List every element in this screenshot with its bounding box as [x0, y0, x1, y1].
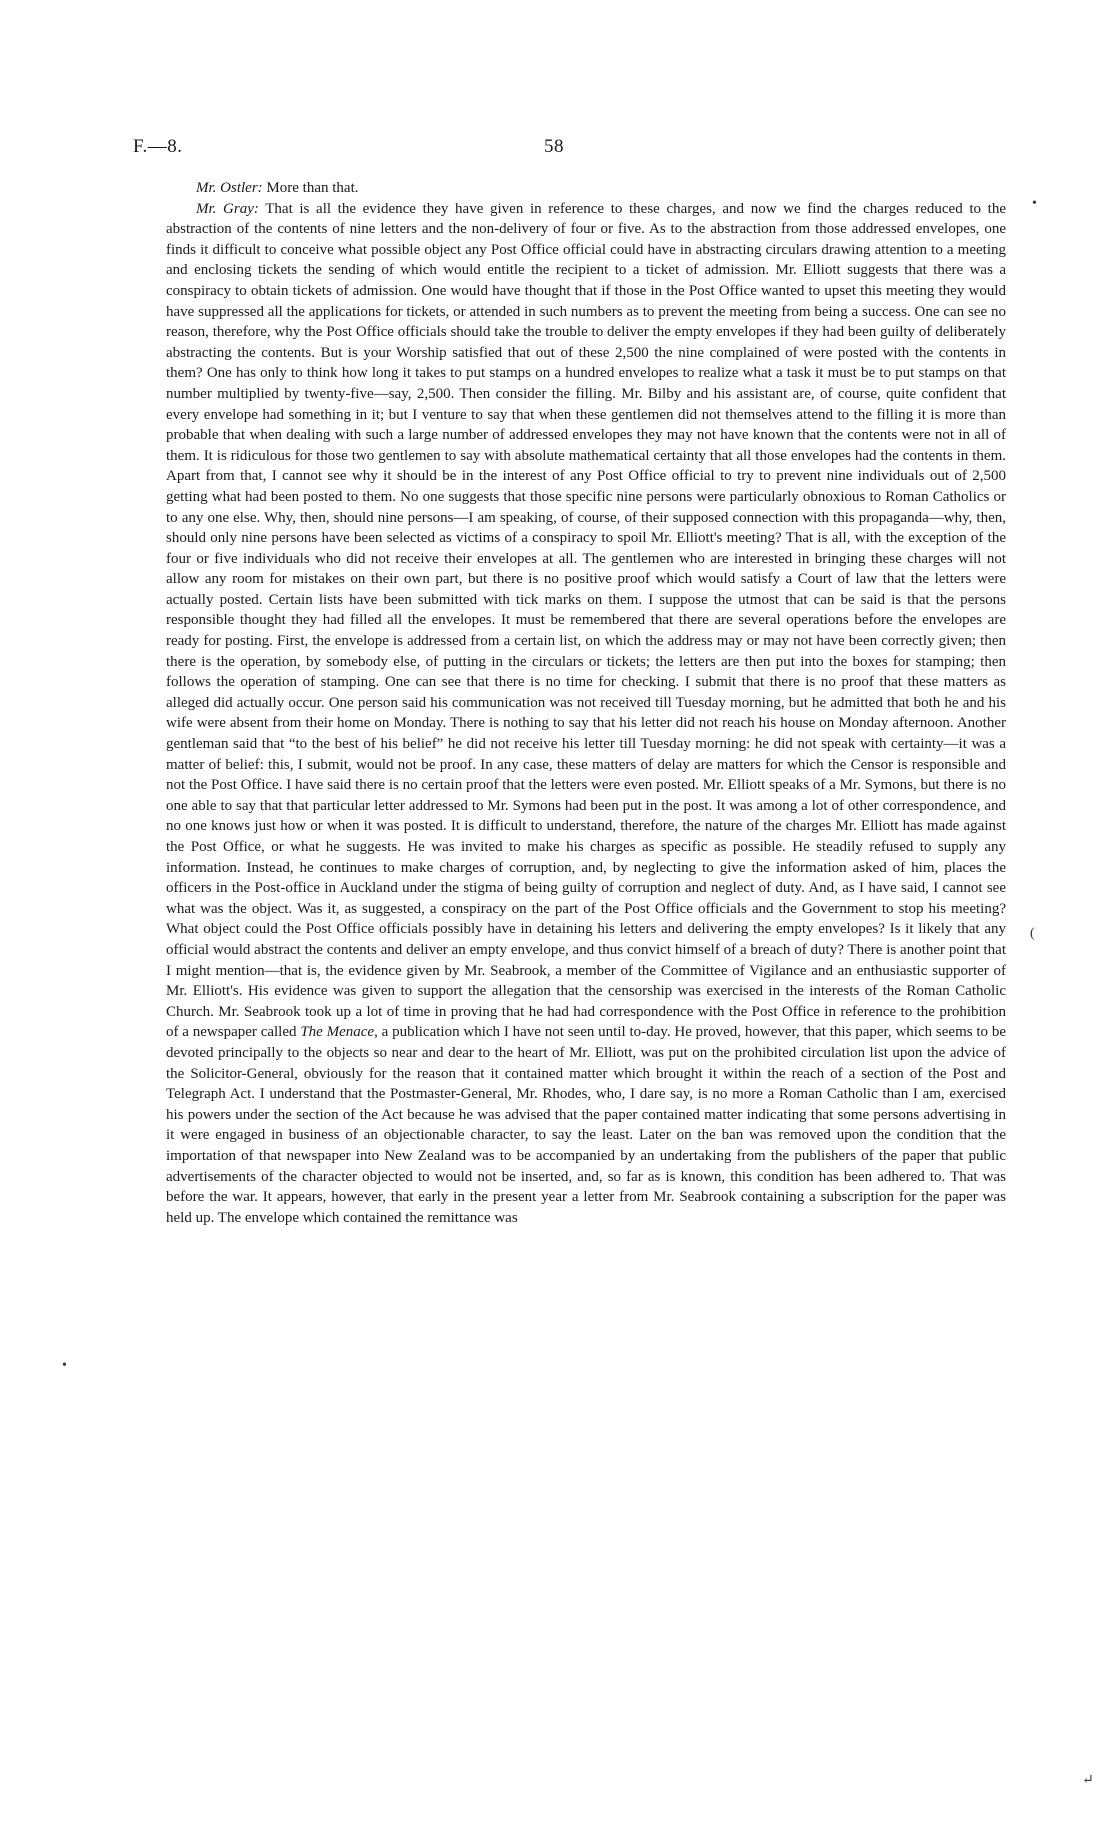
document-reference: F.—8.	[133, 136, 183, 157]
paragraph-gray	[166, 199, 1006, 1229]
document-body	[166, 178, 1006, 1228]
margin-arrow: ↵	[1082, 1773, 1094, 1788]
paragraph-ostler	[166, 178, 1006, 199]
paragraph-text: More than that.	[262, 180, 359, 196]
margin-dot: •	[1032, 196, 1037, 211]
speaker-name: Mr. Ostler:	[196, 180, 263, 196]
margin-dot-left: •	[62, 1358, 67, 1373]
paragraph-text: That is all the evidence they have given in reference to these charges, and now we find the charges reduced to the abstraction of the contents of nine letters and the non-delivery of four or five. As to the abstraction from those addressed envelopes, one finds it difficult to conceive what possible object any Post Office official could have in abstracting circulars drawing attention to a meeting and enclosing tickets the sending of which would entitle the recipient to a ticket of admission. Mr. Elliott suggests that there was a conspiracy to obtain tickets of admission. One would have thought that if those in the Post Office wanted to upset this meeting they would have suppressed all the applications for tickets, or attended in such numbers as to prevent the meeting from being a success. One can see no reason, therefore, why the Post Office officials should take the trouble to deliver the empty envelopes if they had been guilty of deliberately abstracting the contents. But is your Worship satisfied that out of these 2,500 the nine complained of were posted with the contents in them? One has only to think how long it takes to put stamps on a hundred envelopes to realize what a task it must be to put stamps on that number multiplied by twenty-five—say, 2,500. Then consider the filling. Mr. Bilby and his assistant are, of course, quite confident that every envelope had something in it; but I venture to say that when these gentlemen did not themselves attend to the filling it is more than probable that when dealing with such a large number of addressed envelopes they may not have known that the contents were not in all of them. It is ridiculous for those two gentlemen to say with absolute mathematical certainty that all those envelopes had the contents in them. Apart from that, I cannot see why it should be in the interest of any Post Office official to try to prevent nine individuals out of 2,500 getting what had been posted to them. No one suggests that those specific nine persons were particularly obnoxious to Roman Catholics or to any one else. Why, then, should nine persons—I am speaking, of course, of their supposed connection with this propaganda—why, then, should only nine persons have been selected as victims of a conspiracy to spoil Mr. Elliott's meeting? That is all, with the exception of the four or five individuals who did not receive their envelopes at all. The gentlemen who are interested in bringing these charges will not allow any room for mistakes on their own part, but there is no positive proof which would satisfy a Court of law that the letters were actually posted. Certain lists have been submitted with tick marks on them. I suppose the utmost that can be said is that the persons responsible thought they had filled all the envelopes. It must be remembered that there are several operations before the envelopes are ready for posting. First, the envelope is addressed from a certain list, on which the address may or may not have been correctly given; then there is the operation, by somebody else, of putting in the circulars or tickets; the letters are then put into the boxes for stamping; then follows the operation of stamping. One can see that there is no time for checking. I submit that there is no proof that these matters as alleged did actually occur. One person said his communication was not received till Tuesday morning, but he admitted that both he and his wife were absent from their home on Monday. There is nothing to say that his letter did not reach his house on Monday afternoon. Another gentleman said that “to the best of his belief” he did not receive his letter till Tuesday morning: he did not speak with certainty—it was a matter of belief: this, I submit, would not be proof. In any case, these matters of delay are matters for which the Censor is responsible and not the Post Office. I have said there is no certain proof that the letters were even posted. Mr. Elliott speaks of a Mr. Symons, but there is no one able to say that that particular letter addressed to Mr. Symons had been put in the post. It was among a lot of other correspondence, and no one knows just how or when it was posted. It is difficult to understand, therefore, the nature of the charges Mr. Elliott has made against the Post Office, or what he suggests. He was invited to make his charges as specific as possible. He steadily refused to supply any information. Instead, he continues to make charges of corruption, and, by neglecting to give the information asked of him, places the officers in the Post-office in Auckland under the stigma of being guilty of corruption and neglect of duty. And, as I have said, I cannot see what was the object. Was it, as suggested, a conspiracy on the part of the Post Office officials and the Government to stop his meeting? What object could the Post Office officials possibly have in detaining his letters and delivering the empty envelopes? Is it likely that any official would abstract the contents and deliver an empty envelope, and thus convict himself of a breach of duty? There is another point that I might mention—that is, the evidence given by Mr. Seabrook, a member of the Committee of Vigilance and an enthusiastic supporter of Mr. Elliott's. His evidence was given to support the allegation that the censorship was exercised in the interests of the Roman Catholic Church. Mr. Seabrook took up a lot of time in proving that he had had correspondence with the Post Office in reference to the prohibition of a newspaper called	[166, 200, 1006, 1041]
newspaper-title: The Menace	[300, 1024, 375, 1041]
paragraph-text-continued: , a publication which I have not seen until to-day. He proved, however, that this paper, which seems to be devoted principally to the objects so near and dear to the heart of Mr. Elliott, was put on the prohibited circulation list upon the advice of the Solicitor-General, obviously for the reason that it contained matter which brought it within the reach of a section of the Post and Telegraph Act. I understand that the Postmaster-General, Mr. Rhodes, who, I dare say, is no more a Roman Catholic than I am, exercised his powers under the section of the Act because he was advised that the paper contained matter indicating that some persons advertising in it were engaged in business of an objectionable character, to say the least. Later on the ban was removed upon the condition that the importation of that newspaper into New Zealand was to be accompanied by an undertaking from the publishers of the paper that public advertisements of the character objected to would not be inserted, and, so far as is known, this condition has been adhered to. That was before the war. It appears, however, that early in the present year a letter from Mr. Seabrook containing a subscription for the paper was held up. The envelope which contained the remittance was	[166, 1024, 1007, 1226]
speaker-name: Mr. Gray:	[196, 200, 259, 217]
margin-mark: (	[1030, 926, 1035, 941]
page-header	[133, 136, 1003, 166]
page-number: 58	[544, 136, 564, 157]
